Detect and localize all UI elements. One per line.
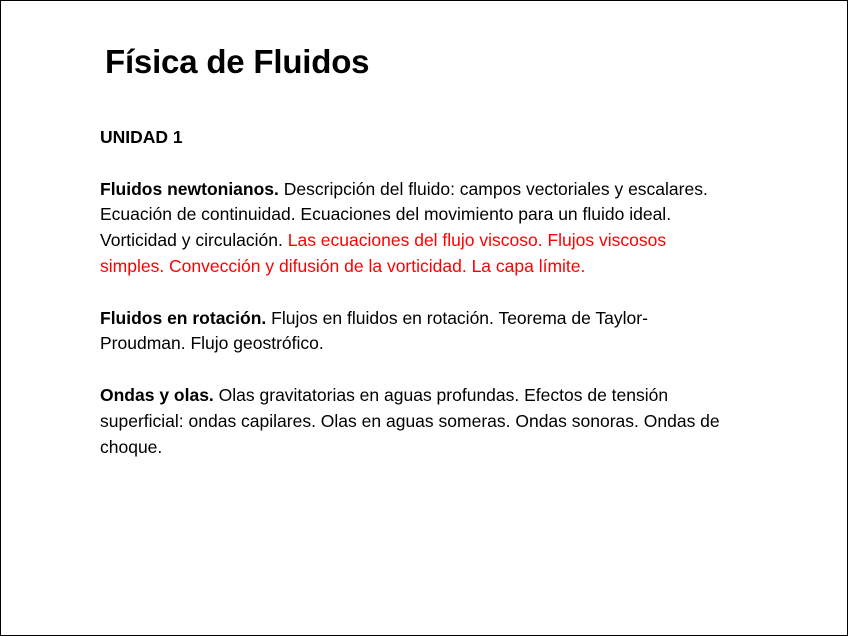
paragraph-newtonian-fluids xyxy=(100,177,720,280)
paragraph-rotating-fluids xyxy=(100,306,720,358)
paragraph-heading: Fluidos newtonianos. xyxy=(100,178,279,199)
paragraph-text: Flujos en fluidos en rotación. Teorema de Taylor-Proudman. Flujo geostrófico. xyxy=(100,307,648,354)
paragraph-heading: Ondas y olas. xyxy=(100,384,214,405)
paragraph-heading: Fluidos en rotación. xyxy=(100,307,267,328)
highlighted-text: Las ecuaciones del flujo viscoso. Flujos viscosos simples. Convección y difusión de la vorticidad. La capa límite. xyxy=(100,230,667,276)
paragraph-text: Olas gravitatorias en aguas profundas. Efectos de tensión superficial: ondas capilares. Olas en aguas someras. Ondas sonoras. Ondas de choque. xyxy=(100,384,720,457)
paragraph-text: Descripción del fluido: campos vectoriales y escalares. Ecuación de continuidad. Ecuaciones del movimiento para un fluido ideal. Vorticidad y circulación. xyxy=(100,178,708,251)
paragraph-waves xyxy=(100,383,720,460)
slide-content xyxy=(100,125,720,486)
slide-title: Física de Fluidos xyxy=(105,43,370,80)
unit-heading: UNIDAD 1 xyxy=(100,127,183,147)
